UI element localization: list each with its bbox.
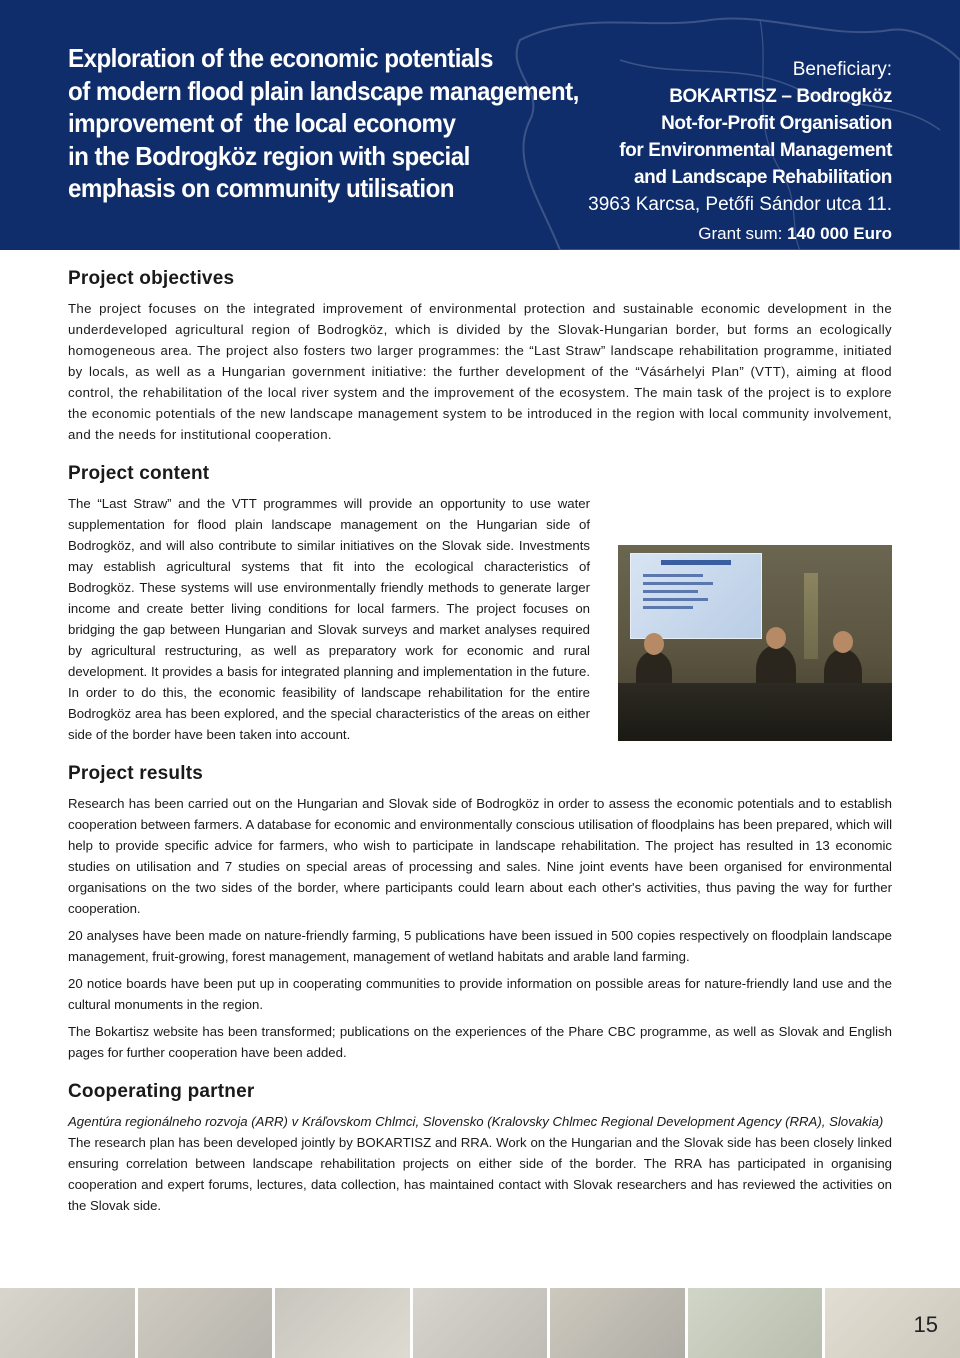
partner-name: Agentúra regionálneho rozvoja (ARR) v Kráľovskom Chlmci, Slovensko (Kralovsky Chlmec Regional Development Agency (RRA), Slovakia) [68, 1114, 884, 1129]
section-heading: Project objectives [68, 268, 235, 289]
strip-photo [0, 1288, 135, 1358]
title-line: of modern flood plain landscape management, [68, 75, 579, 106]
section-content [68, 463, 892, 745]
beneficiary-block [472, 56, 892, 247]
grant-sum [472, 220, 892, 247]
section-heading: Project content [68, 463, 210, 484]
section-results [68, 763, 892, 1063]
grant-label: Grant sum: [698, 224, 788, 243]
main-content [68, 268, 892, 1230]
page-number: 15 [913, 1312, 938, 1337]
section-text: 20 analyses have been made on nature-friendly farming, 5 publications have been issued in 500 copies respectively on floodplain landscape management, fruit-growing, forest management, management of wetland habitats and arable land farming. [68, 928, 892, 964]
beneficiary-address: 3963 Karcsa, Petőfi Sándor utca 11. [588, 194, 892, 215]
title-line: improvement of the local economy [68, 108, 456, 138]
section-text: The research plan has been developed jointly by BOKARTISZ and RRA. Work on the Hungarian and the Slovak side has been closely linked ensuring correlation between landscape rehabilitation projects on either side of the border. The RRA has participated in organising cooperation and expert forums, lectures, data collection, has maintained contact with Slovak researchers and has reviewed the activities on the Slovak side. [68, 1135, 892, 1213]
header-banner [0, 0, 960, 250]
title-line: Exploration of the economic potentials [68, 43, 493, 73]
section-heading: Project results [68, 763, 203, 784]
meeting-photo [618, 545, 892, 741]
beneficiary-line: and Landscape Rehabilitation [633, 167, 892, 188]
section-heading: Cooperating partner [68, 1081, 255, 1102]
section-partner [68, 1081, 892, 1216]
title-line: emphasis on community utilisation [68, 173, 454, 203]
beneficiary-line: for Environmental Management [619, 140, 892, 161]
strip-photo [688, 1288, 823, 1358]
section-text: The “Last Straw” and the VTT programmes will provide an opportunity to use water supplementation for flood plain landscape management on the Hungarian side of Bodrogköz, and will also contribute to similar initiatives on the Slovak side. Investments may establish agricultural systems that fit into the ecological characteristics of Bodrogköz. These systems will use environmentally friendly methods to generate larger income and create better living conditions for local farmers. The project focuses on bridging the gap between Hungarian and Slovak surveys and market analyses required by agricultural restructuring, as well as preparatory work for economic and rural development. It provides a basis for integrated planning and implementation in the future. In order to do this, the economic feasibility of landscape rehabilitation for the entire Bodrogköz area has been explored, and the special characteristics of the areas on either side of the border have been taken into account. [68, 493, 892, 745]
title-line: in the Bodrogköz region with special [68, 140, 470, 171]
beneficiary-line: BOKARTISZ – Bodrogköz [669, 86, 892, 107]
grant-value: 140 000 Euro [787, 224, 892, 243]
beneficiary-label: Beneficiary: [792, 59, 892, 80]
section-text: Research has been carried out on the Hungarian and Slovak side of Bodrogköz in order to assess the economic potentials and to establish cooperation between farmers. A database for economic and environmentally conscious utilisation of floodplains has been prepared, which will help to provide specific advice for farmers, who wish to participate in landscape rehabilitation. The project has resulted in 13 economic studies on utilisation and 7 studies on special areas of processing and sales. Nine joint events have been organised for environmental organisations on the two sides of the border, where participants could learn about each other's activities, thus paving the way for further cooperation. [68, 796, 892, 916]
strip-photo [550, 1288, 685, 1358]
strip-photo [825, 1288, 960, 1358]
projection-screen [630, 553, 762, 639]
strip-photo [275, 1288, 410, 1358]
strip-photo [138, 1288, 273, 1358]
section-text: The project focuses on the integrated improvement of environmental protection and sustainable economic development in the underdeveloped agricultural region of Bodrogköz, which is divided by the Slovak-Hungarian border, but forms an ecologically homogeneous area. The project also fosters two larger programmes: the “Last Straw” landscape rehabilitation programme, initiated by locals, as well as a Hungarian government initiative: the further development of the “Vásárhelyi Plan” (VTT), aiming at flood control, the rehabilitation of the local river system and the improvement of the ecosystem. The main task of the project is to explore the economic potentials of the new landscape management system to be introduced in the region with local community involvement, and the needs for institutional cooperation. [68, 301, 892, 442]
photo-table [618, 683, 892, 741]
strip-photo [413, 1288, 548, 1358]
section-text: The Bokartisz website has been transformed; publications on the experiences of the Phare CBC programme, as well as Slovak and English pages for further cooperation have been added. [68, 1024, 892, 1060]
photo-strip [0, 1288, 960, 1358]
section-text: 20 notice boards have been put up in cooperating communities to provide information on possible areas for nature-friendly land use and the cultural monuments in the region. [68, 976, 892, 1012]
section-objectives [68, 268, 892, 445]
beneficiary-line: Not-for-Profit Organisation [661, 113, 892, 134]
